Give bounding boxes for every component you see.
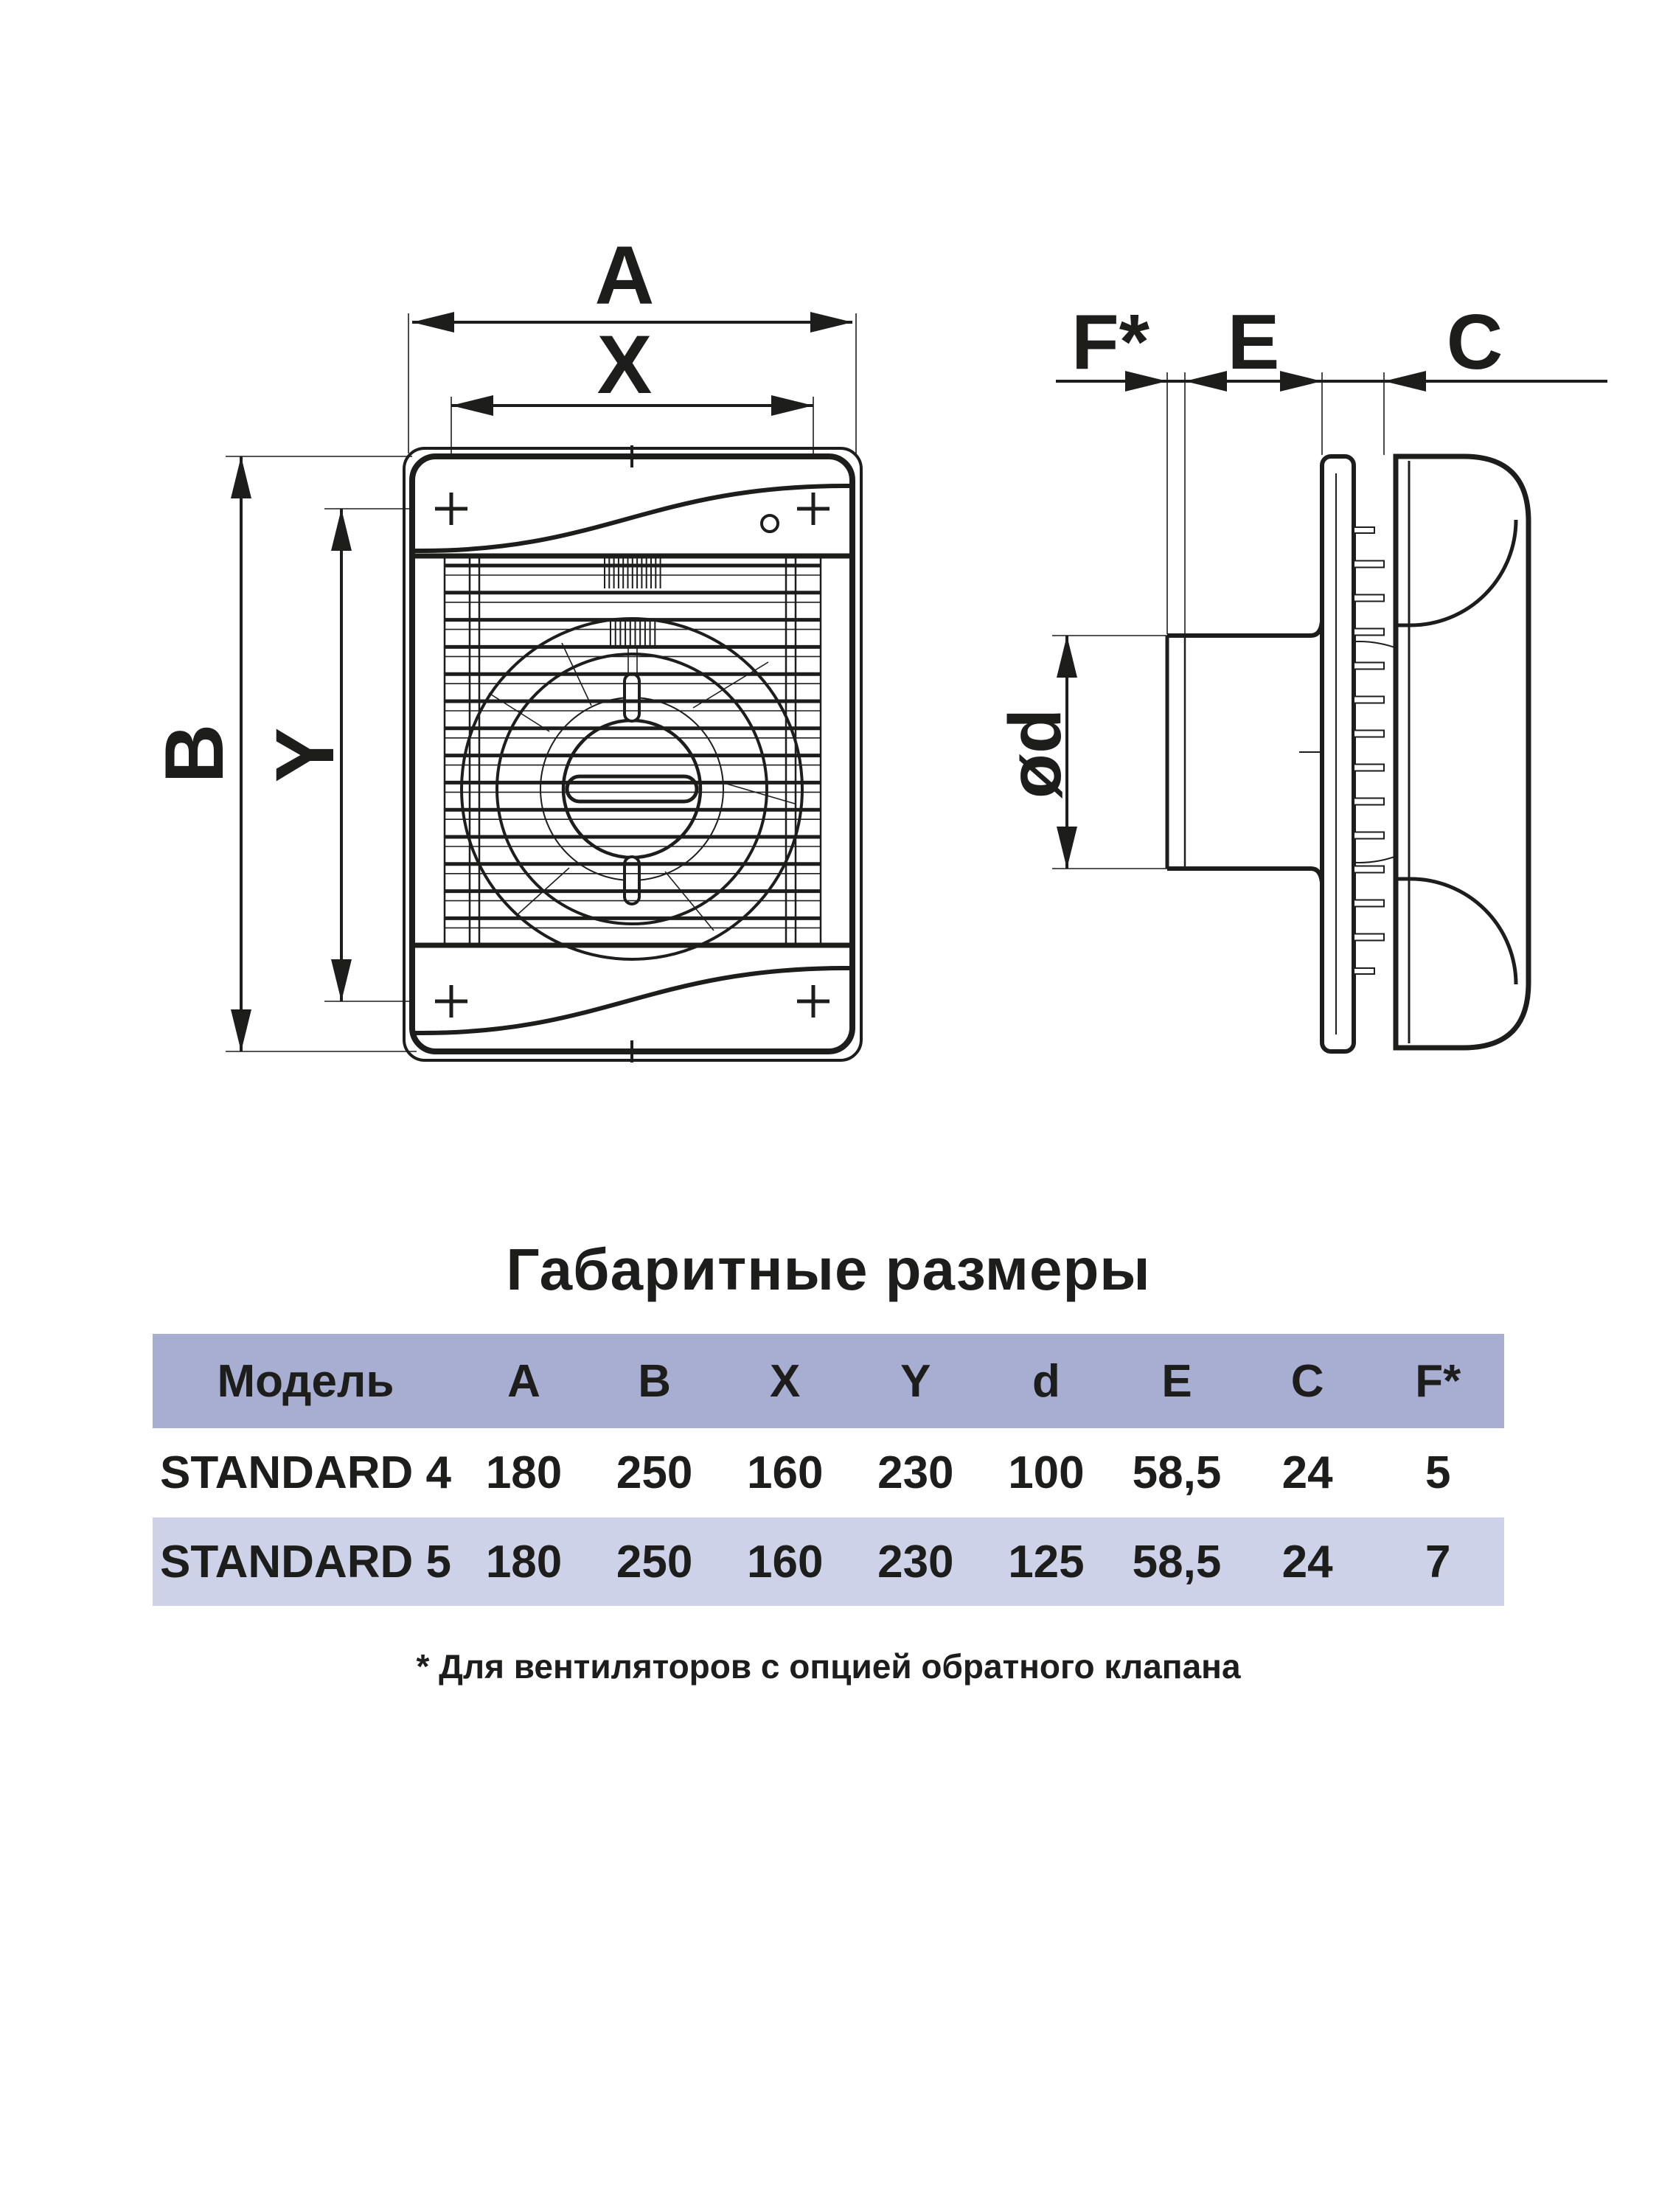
value-d: 125 [1008,1536,1085,1587]
arrowhead [771,395,813,416]
col-header-d: d [1032,1355,1060,1407]
col-header-Y: Y [900,1355,931,1407]
col-header-F: F* [1415,1355,1461,1407]
value-E: 58,5 [1132,1447,1222,1498]
model-name: STANDARD 4 [160,1447,451,1498]
side-front-cover [1396,456,1528,1048]
front-view [148,229,861,1062]
duct-spigot [1167,622,1322,883]
col-header-X: X [770,1355,801,1407]
value-X: 160 [747,1536,824,1587]
dim-label-Y: Y [259,727,351,783]
arrowhead [1280,371,1322,392]
arrowhead [1384,371,1426,392]
hub-slot-top [625,674,639,721]
side-mounting-plate [1322,456,1354,1051]
value-X: 160 [747,1447,824,1498]
dim-label-E: E [1227,299,1280,386]
dim-label-F: F* [1071,299,1150,386]
value-A: 180 [485,1447,563,1498]
arrowhead [451,395,493,416]
value-C: 24 [1281,1447,1333,1498]
col-header-B: B [638,1355,672,1407]
table-row-standard5 [153,1517,1504,1606]
dim-label-diameter: ød [994,708,1077,799]
value-A: 180 [485,1536,563,1587]
arrowhead [1185,371,1227,392]
value-B: 250 [616,1447,693,1498]
value-B: 250 [616,1536,693,1587]
value-Y: 230 [877,1536,954,1587]
dim-label-X: X [597,319,653,411]
arrowhead [810,312,852,333]
value-Y: 230 [877,1447,954,1498]
arrowhead [1057,827,1077,869]
col-header-model: Модель [217,1355,394,1407]
table-row-standard4 [153,1428,1504,1517]
col-header-E: E [1161,1355,1192,1407]
value-E: 58,5 [1132,1536,1222,1587]
arrowhead [331,959,352,1001]
dimensions-table [153,1334,1504,1606]
table-header-row [153,1334,1504,1428]
arrowhead [331,509,352,551]
dim-label-A: A [594,229,655,321]
col-header-C: C [1290,1355,1324,1407]
arrowhead [231,1009,251,1051]
footnote: * Для вентиляторов с опцией обратного клапана [416,1647,1241,1686]
dim-label-C: C [1446,299,1503,386]
side-louver-fins [1354,527,1384,974]
value-F: 7 [1425,1536,1451,1587]
value-F: 5 [1425,1447,1451,1498]
arrowhead [1057,636,1077,678]
side-view [994,299,1607,1051]
arrowhead [231,456,251,498]
value-C: 24 [1281,1536,1333,1587]
page-title: Габаритные размеры [506,1237,1151,1302]
dim-label-B: B [148,723,240,784]
col-header-A: A [507,1355,540,1407]
value-d: 100 [1008,1447,1085,1498]
indicator-hole [762,515,778,532]
arrowhead [412,312,454,333]
hub-slot [567,776,697,801]
model-name: STANDARD 5 [160,1536,451,1587]
